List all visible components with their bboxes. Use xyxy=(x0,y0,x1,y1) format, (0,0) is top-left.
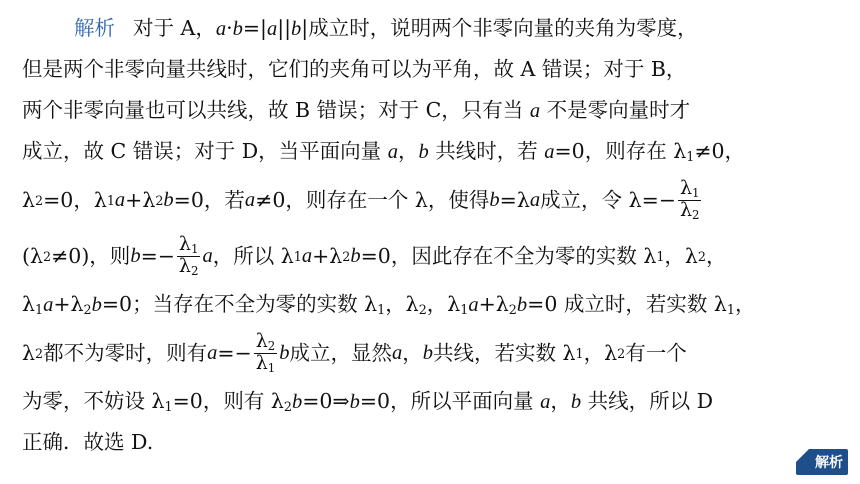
corner-triangle-icon xyxy=(796,449,809,462)
solution-line: (λ 2 ≠0)，则 b =− $\frac{\lambda_1}{\lambda_2}$ a ，所以 λ 1 a +λ 2 b =0，因此存在不全为零的实数 λ 1 ，λ 2 ， xyxy=(22,233,727,278)
solution-nav-label: 解析 xyxy=(815,455,843,471)
solution-line: 但是两个非零向量共线时，它们的夹角可以为平角，故 A 错误；对于 B， xyxy=(22,57,687,81)
fraction: $\frac{\lambda_1}{\lambda_2}$ xyxy=(178,233,199,278)
fraction: $\frac{\lambda_2}{\lambda_1}$ xyxy=(255,330,276,375)
solution-nav-button[interactable] xyxy=(796,449,848,475)
solution-line: $\lambda_1a+\lambda_2b=0$；当存在不全为零的实数 $\lambda_1$，$\lambda_2$，$\lambda_1a+\lambda_2b=0$ 成立时，若实数 $\lambda_1$， xyxy=(22,292,756,318)
fraction: $\frac{\lambda_1}{\lambda_2}$ xyxy=(679,177,700,222)
solution-line: 成立，故 C 错误；对于 D，当平面向量 a，b 共线时，若 a=0，则存在 $\lambda_1\ne 0$， xyxy=(22,139,746,165)
solution-line: λ 2 都不为零时，则有 a =− $\frac{\lambda_2}{\lambda_1}$ b 成立，显然 a ， b 共线，若实数 λ 1 ，λ 2 有一个 xyxy=(22,330,687,375)
solution-line: 解析 对于 A，a·b=|a||b|成立时，说明两个非零向量的夹角为零度， xyxy=(74,16,698,40)
solution-label: 解析 xyxy=(74,16,115,40)
solution-line: 为零，不妨设 $\lambda_1=0$，则有 $\lambda_2b=0\Rightarrow b=0$，所以平面向量 a，b 共线，所以 D xyxy=(22,389,714,415)
solution-text xyxy=(22,6,842,463)
solution-line: 正确．故选 D. xyxy=(22,430,154,454)
solution-line: 两个非零向量也可以共线，故 B 错误；对于 C，只有当 a 不是零向量时才 xyxy=(22,98,691,122)
solution-line: λ 2 =0，λ 1 a +λ 2 b =0，若 a ≠0，则存在一个 λ，使得 b =λ a 成立，令 λ=− $\frac{\lambda_1}{\lambda_2}$ xyxy=(22,177,700,222)
